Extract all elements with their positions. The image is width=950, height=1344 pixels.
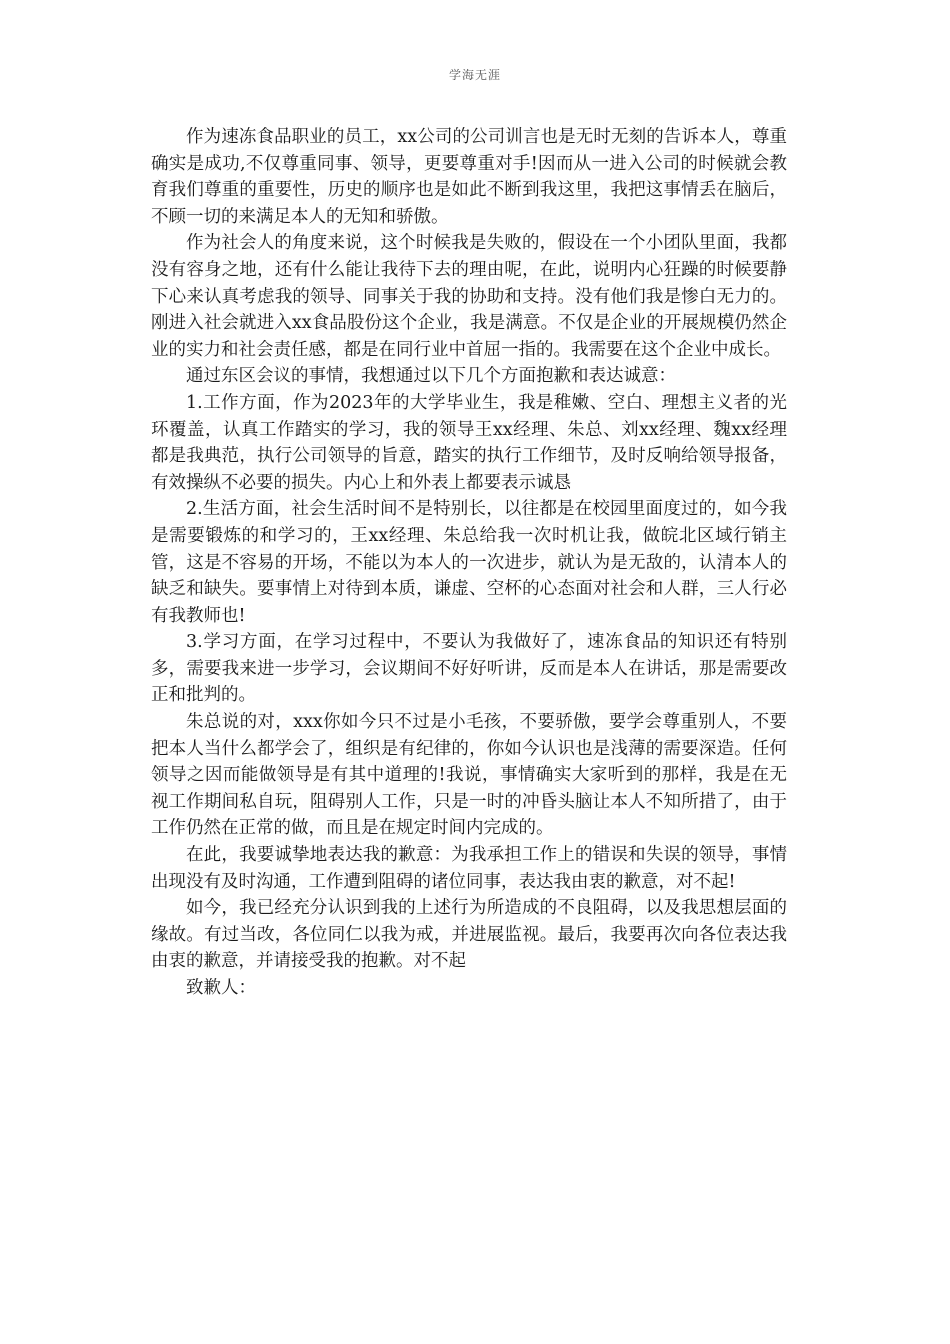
paragraph-8: 在此，我要诚挚地表达我的歉意：为我承担工作上的错误和失误的领导，事情出现没有及时沟通，工作遭到阻碍的诸位同事，表达我由衷的歉意，对不起! xyxy=(151,845,787,892)
paragraph-1: 作为速冻食品职业的员工，xx公司的公司训言也是无时无刻的告诉本人，尊重确实是成功,不仅尊重同事、领导，更要尊重对手!因而从一进入公司的时候就会教育我们尊重的重要性，历史的顺序也是如此不断到我这里，我把这事情丢在脑后，不顾一切的来满足本人的无知和骄傲。 xyxy=(151,127,787,227)
paragraph-4: 1.工作方面，作为2023年的大学毕业生，我是稚嫩、空白、理想主义者的光环覆盖，认真工作踏实的学习，我的领导王xx经理、朱总、刘xx经理、魏xx经理都是我典范，执行公司领导的旨意，踏实的执行工作细节，及时反响给领导报备，有效操纵不必要的损失。内心上和外表上都要表示诚恳 xyxy=(151,392,787,493)
paragraph-9: 如今，我已经充分认识到我的上述行为所造成的不良阻碍，以及我思想层面的缘故。有过当改，各位同仁以我为戒，并进展监视。最后，我要再次向各位表达我由衷的歉意，并请接受我的抱歉。对不起 xyxy=(151,898,787,972)
signature-line: 致歉人： xyxy=(186,978,256,998)
document-body xyxy=(151,124,787,1002)
paragraph-6: 3.学习方面，在学习过程中，不要认为我做好了，速冻食品的知识还有特别多，需要我来进一步学习，会议期间不好好听讲，反而是本人在讲话，那是需要改正和批判的。 xyxy=(151,632,787,706)
paragraph-2: 作为社会人的角度来说，这个时候我是失败的，假设在一个小团队里面，我都没有容身之地，还有什么能让我待下去的理由呢，在此，说明内心狂躁的时候要静下心来认真考虑我的领导、同事关于我的协助和支持。没有他们我是惨白无力的。刚进入社会就进入xx食品股份这个企业，我是满意。不仅是企业的开展规模仍然企业的实力和社会责任感，都是在同行业中首屈一指的。我需要在这个企业中成长。 xyxy=(151,233,787,360)
paragraph-7: 朱总说的对，xxx你如今只不过是小毛孩，不要骄傲，要学会尊重别人，不要把本人当什么都学会了，组织是有纪律的，你如今认识也是浅薄的需要深造。任何领导之因而能做领导是有其中道理的!我说，事情确实大家听到的那样，我是在无视工作期间私自玩，阻碍别人工作，只是一时的冲昏头脑让本人不知所措了，由于工作仍然在正常的做，而且是在规定时间内完成的。 xyxy=(151,712,787,839)
running-header: 学海无涯 xyxy=(448,68,501,82)
paragraph-5: 2.生活方面，社会生活时间不是特别长，以往都是在校园里面度过的，如今我是需要锻炼的和学习的，王xx经理、朱总给我一次时机让我，做皖北区域行销主管，这是不容易的开场，不能以为本人的一次进步，就认为是无敌的，认清本人的缺乏和缺失。要事情上对待到本质，谦虚、空杯的心态面对社会和人群，三人行必有我教师也! xyxy=(151,499,787,626)
paragraph-3: 通过东区会议的事情，我想通过以下几个方面抱歉和表达诚意： xyxy=(186,366,676,387)
